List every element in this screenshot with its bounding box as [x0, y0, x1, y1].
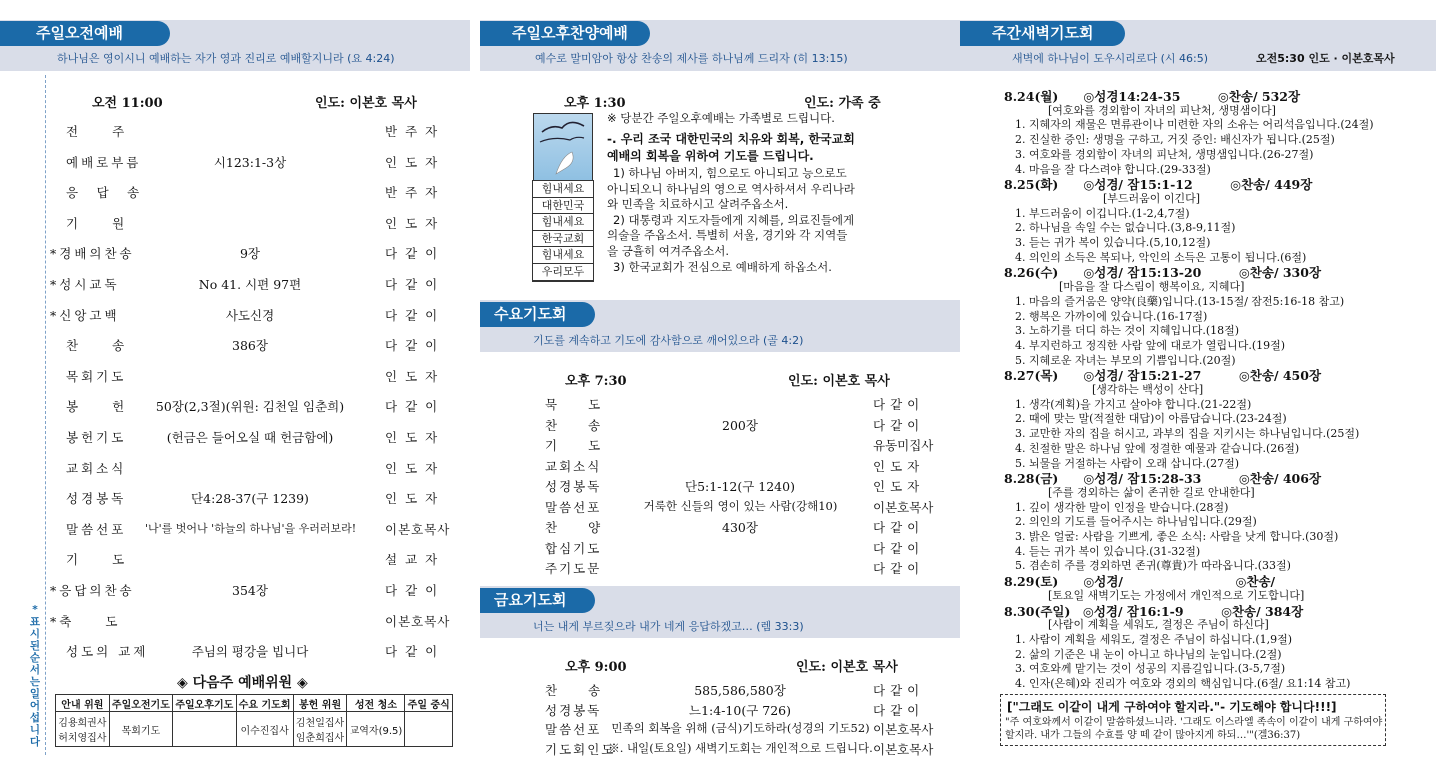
order-label: 전 주: [66, 124, 128, 139]
service-row: [480, 416, 960, 434]
table-cell: [405, 712, 453, 747]
order-label: 찬 송: [66, 338, 128, 354]
order-row: [0, 520, 470, 540]
service-detail: ※. 내일(토요일) 새벽기도회는 개인적으로 드립니다.: [608, 740, 873, 755]
schedule-line: 1. 사람이 계획을 세워도, 결정은 주님이 하십니다.(1,9절): [1004, 632, 1293, 646]
service-detail: 거룩한 신들의 영이 있는 사람(강해10): [643, 498, 838, 513]
cheer-word: 힘내세요: [533, 214, 593, 231]
service-row: [480, 436, 960, 454]
service-row: [480, 539, 960, 557]
service-label: 찬 송: [545, 683, 603, 698]
service-label: 기 도: [545, 438, 603, 453]
service-label: 합심기도: [545, 540, 602, 556]
service-row: [480, 477, 960, 495]
order-detail: '나'를 벗어나 '하늘의 하나님'을 우러러보라!: [145, 521, 357, 535]
schedule-line: 4. 부지런하고 정직한 사람 앞에 대로가 열립니다.(19절): [1004, 338, 1286, 352]
order-row: [0, 428, 470, 448]
order-person: 이본호목사: [385, 613, 451, 629]
cheer-word: 대한민국: [533, 198, 593, 215]
order-row: [0, 642, 470, 662]
order-label: *신앙고백: [50, 307, 120, 323]
table-header-cell: 주일 중식: [405, 695, 453, 712]
service-time: 오전 11:00: [92, 96, 163, 111]
day-heading: 8.29(토) ◎성경/ ◎찬송/: [1004, 574, 1276, 590]
service-leader: 인도: 이본호 목사: [315, 96, 417, 111]
schedule-line: 4. 인자(은혜)와 진리가 여호와 경외의 핵심입니다.(6절/ 요1:14 참고): [1004, 677, 1351, 690]
order-detail: (헌금은 들어오실 때 헌금함에): [166, 430, 334, 445]
tab-wrap: [960, 21, 1130, 46]
service-person: 다같이: [873, 520, 925, 535]
service-person: 이본호목사: [873, 741, 934, 757]
service-row: [480, 701, 960, 719]
tab-sunday-afternoon: 주일오후찬양예배: [480, 21, 650, 46]
service-person: 이본호목사: [873, 722, 934, 737]
wed-leader: 인도: 이본호 목사: [788, 374, 890, 389]
table-cell: 이수진집사: [236, 712, 293, 747]
tab-sunday-morning: 주일오전예배: [0, 21, 170, 46]
wed-time: 오후 7:30: [565, 374, 627, 389]
verse-line: 새벽에 하나님이 도우시리로다 (시 46:5): [1012, 52, 1209, 65]
order-row: [0, 153, 470, 173]
order-detail: 9장: [239, 246, 261, 262]
schedule-line: 4. 마음을 잘 다스려야 합니다.(29-33절): [1004, 162, 1211, 176]
prayer-list: [607, 166, 857, 275]
order-label: 응 답 송: [66, 185, 143, 201]
order-person: 인도자: [385, 368, 446, 384]
order-person: 반주자: [385, 124, 446, 139]
tab-friday: 금요기도회: [480, 588, 595, 613]
order-row: [0, 367, 470, 387]
service-label: 성경봉독: [545, 479, 602, 494]
standing-note: *표시된 순서는 일어섭니다: [29, 604, 41, 748]
service-label: 말씀선포: [545, 499, 602, 515]
order-person: 다같이: [385, 277, 446, 292]
order-row: [0, 122, 470, 142]
order-detail: 주님의 평강을 빕니다: [191, 644, 309, 660]
order-row: [0, 550, 470, 570]
order-person: 인도자: [385, 215, 446, 231]
order-label: 말씀선포: [66, 521, 127, 537]
order-label: 교회소식: [66, 460, 127, 476]
order-person: 인도자: [385, 491, 446, 507]
table-cell: 김용희권사 허치영집사: [56, 712, 110, 747]
service-detail: 민족의 회복을 위해 (금식)기도하라(성경의 기도52): [611, 721, 870, 735]
order-row: [0, 336, 470, 356]
fri-leader: 인도: 이본호 목사: [796, 660, 898, 675]
order-detail: 386장: [232, 338, 268, 354]
service-person: 다같이: [873, 683, 925, 698]
service-label: 말씀선포: [545, 722, 602, 737]
schedule-line: 1. 지혜자의 재물은 면류관이나 미련한 자의 소유는 어리석음입니다.(24절): [1004, 118, 1374, 132]
service-person: 다같이: [873, 540, 925, 556]
callout-title: ["그래도 이같이 내게 구하여야 할지라."- 기도해야 합니다!!!]: [1007, 700, 1337, 714]
order-detail: 사도신경: [225, 307, 275, 323]
order-person: 다같이: [385, 338, 446, 354]
service-row: [480, 740, 960, 758]
schedule-line: 2. 진실한 증인: 생명을 구하고, 거짓 증인: 배신자가 됩니다.(25절): [1004, 133, 1335, 147]
schedule-line: 1. 부드러움이 이깁니다.(1-2,4,7절): [1004, 206, 1190, 220]
order-person: 설교자: [385, 552, 446, 568]
prayer-callout: [1000, 694, 1386, 746]
order-detail: 354장: [232, 583, 268, 598]
service-row: [480, 395, 960, 413]
order-row: [0, 183, 470, 203]
prayer-item: 2) 대통령과 지도자들에게 지혜를, 의료진들에게 의술을 주옵소서. 특별히 서울, 경기와 각 지역들을 긍휼히 여겨주옵소서.: [607, 212, 855, 258]
schedule-line: 3. 여호와께 맡기는 것이 성공의 지름길입니다.(3-5,7절): [1004, 662, 1286, 676]
order-detail: No 41. 시편 97편: [198, 277, 302, 292]
schedule-line: [토요일 새벽기도는 가정에서 개인적으로 기도합니다]: [1004, 588, 1305, 602]
prayer-item: 3) 한국교회가 전심으로 예배하게 하옵소서.: [613, 259, 832, 274]
next-week-table: [55, 694, 453, 747]
schedule-line: [부드러움이 이긴다]: [1004, 191, 1201, 205]
table-cell: 김천일집사 임춘희집사: [293, 712, 347, 747]
service-row: [480, 518, 960, 536]
order-person: 다같이: [385, 246, 446, 262]
day-heading: 8.25(화) ◎성경/ 잠15:1-12 ◎찬송/ 449장: [1004, 177, 1313, 193]
service-label: 교회소식: [545, 458, 602, 474]
prayer-title: -. 우리 조국 대한민국의 치유와 회복, 한국교회 예배의 회복을 위하여 기도를 드립니다.: [607, 132, 855, 163]
day-heading: 8.30(주일) ◎성경/ 잠16:1-9 ◎찬송/ 384장: [1004, 603, 1304, 619]
service-label: 성경봉독: [545, 702, 602, 718]
schedule-line: 4. 친절한 말은 하나님 앞에 정결한 예물과 같습니다.(26절): [1004, 441, 1300, 455]
order-row: [0, 244, 470, 264]
verse-line: 하나님은 영이시니 예배하는 자가 영과 진리로 예배할지니라 (요 4:24): [57, 52, 395, 65]
schedule-line: 5. 지혜로운 자녀는 부모의 기쁨입니다.(20절): [1004, 353, 1236, 367]
service-person: 다같이: [873, 702, 925, 718]
table-header-cell: 수요 기도회: [236, 695, 293, 712]
order-label: *성시교독: [50, 277, 120, 292]
service-detail: 585,586,580장: [694, 683, 786, 698]
order-detail: 50장(2,3절)(위원: 김천일 임춘희): [155, 399, 345, 415]
service-label: 기도회인도: [545, 741, 616, 757]
table-cell: 목회기도: [109, 712, 172, 747]
dawn-time: 오전5:30 인도 · 이본호목사: [1256, 52, 1395, 65]
order-person: 인도자: [385, 430, 446, 445]
next-week-title: ◈ 다음주 예배위원 ◈: [177, 675, 308, 691]
service-row: [480, 720, 960, 738]
service-row: [480, 559, 960, 577]
order-person: 인도자: [385, 154, 446, 170]
day-heading: 8.27(목) ◎성경/ 잠15:21-27 ◎찬송/ 450장: [1004, 368, 1322, 384]
order-label: 목회기도: [66, 368, 127, 384]
service-time: 오후 1:30: [564, 96, 626, 111]
hope-illustration: [533, 113, 593, 181]
day-heading: 8.28(금) ◎성경/ 잠15:28-33 ◎찬송/ 406장: [1004, 471, 1322, 487]
dawn-prayer-column: [960, 0, 1436, 775]
order-row: [0, 581, 470, 601]
order-label: 성경봉독: [66, 491, 127, 507]
order-label: 봉헌기도: [66, 430, 127, 445]
schedule-line: [사람이 계획을 세워도, 결정은 주님이 하신다]: [1004, 618, 1269, 632]
order-person: 이본호목사: [385, 521, 451, 537]
verse-line: 예수로 말미암아 항상 찬송의 제사를 하나님께 드리자 (히 13:15): [535, 52, 848, 65]
cheer-word: 한국교회: [533, 231, 593, 248]
service-person: 다같이: [873, 561, 925, 576]
order-person: 인도자: [385, 460, 446, 476]
service-person: 유동미집사: [873, 438, 934, 453]
day-heading: 8.24(월) ◎성경14:24-35 ◎찬송/ 532장: [1004, 89, 1301, 104]
tab-wrap: [480, 21, 650, 46]
schedule-line: 3. 듣는 귀가 복이 있습니다.(5,10,12절): [1004, 236, 1211, 249]
dove-icon: [534, 114, 592, 180]
prayer-item: 1) 하나님 아버지, 힘으로도 아니되고 능으로도 아니되오니 하나님의 영으로 역사하셔서 우리나라와 민족을 치료하시고 살려주옵소서.: [607, 166, 855, 212]
day-heading: 8.26(수) ◎성경/ 잠15:13-20 ◎찬송/ 330장: [1004, 265, 1322, 281]
verse-line: 너는 내게 부르짖으라 내가 네게 응답하겠고… (렘 33:3): [533, 620, 804, 633]
schedule-line: 4. 듣는 귀가 복이 있습니다.(31-32절): [1004, 544, 1201, 558]
table-header-cell: 주일오전기도: [109, 695, 172, 712]
tab-wrap: [0, 21, 170, 46]
service-detail: 느1:4-10(구 726): [689, 702, 791, 718]
table-row: [56, 712, 453, 747]
order-label: 성도의 교제: [66, 644, 149, 660]
order-row: [0, 612, 470, 632]
service-label: 주기도문: [545, 561, 602, 576]
table-header-row: [56, 695, 453, 712]
table-cell: [173, 712, 236, 747]
schedule-line: 2. 의인의 기도를 들어주시는 하나님입니다.(29절): [1004, 515, 1257, 529]
schedule-line: 3. 여호와를 경외함이 자녀의 피난처, 생명샘입니다.(26-27절): [1004, 147, 1314, 161]
order-label: 기 원: [66, 215, 128, 231]
fri-time: 오후 9:00: [565, 660, 627, 675]
service-person: 인도자: [873, 458, 925, 474]
order-row: [0, 214, 470, 234]
service-person: 다같이: [873, 397, 925, 412]
cheer-box: [532, 180, 594, 282]
order-person: 반주자: [385, 185, 446, 201]
order-row: [0, 275, 470, 295]
order-person: 다같이: [385, 399, 446, 415]
order-label: 봉 헌: [66, 399, 128, 415]
table-header-cell: 봉헌 위원: [293, 695, 347, 712]
table-header-cell: 주일오후기도: [173, 695, 236, 712]
schedule-line: 5. 뇌물을 거절하는 사람이 오래 삽니다.(27절): [1004, 456, 1240, 470]
schedule-line: 3. 밝은 얼굴: 사람을 기쁘게, 좋은 소식: 사람을 낫게 합니다.(30절): [1004, 530, 1339, 543]
service-row: [480, 498, 960, 516]
order-detail: 단4:28-37(구 1239): [191, 491, 309, 507]
verse-line: 기도를 계속하고 기도에 감사함으로 깨어있으라 (골 4:2): [533, 334, 804, 347]
schedule-line: 2. 때에 맞는 말(적절한 대답)이 아름답습니다.(23-24절): [1004, 412, 1287, 426]
order-label: *축 도: [50, 613, 121, 629]
service-label: 찬 양: [545, 520, 603, 535]
sunday-morning-column: [0, 0, 470, 775]
order-detail: 시123:1-3상: [213, 154, 287, 170]
schedule-line: 1. 마음의 즐거움은 양약(良藥)입니다.(13-15절/ 잠전5:16-18 참고): [1004, 294, 1345, 308]
order-person: 다같이: [385, 307, 446, 323]
service-detail: 단5:1-12(구 1240): [685, 479, 795, 494]
schedule-line: 2. 하나님을 속일 수는 없습니다.(3,8-9,11절): [1004, 221, 1236, 235]
schedule-line: [여호와를 경외함이 자녀의 피난처, 생명샘이다]: [1004, 103, 1276, 117]
order-label: *응답의찬송: [50, 583, 135, 598]
schedule-line: [마음을 잘 다스림이 행복이요, 지혜다]: [1004, 280, 1245, 294]
order-label: 기 도: [66, 552, 128, 568]
tab-wednesday: 수요기도회: [480, 302, 595, 327]
service-detail: 430장: [722, 520, 758, 535]
schedule-line: 2. 행복은 가까이에 있습니다.(16-17절): [1004, 309, 1208, 323]
service-label: 찬 송: [545, 417, 603, 433]
service-row: [480, 681, 960, 699]
order-row: [0, 306, 470, 326]
order-row: [0, 459, 470, 479]
schedule-line: 3. 교만한 자의 집을 허시고, 과부의 집을 지키시는 하나님입니다.(25절): [1004, 427, 1360, 441]
order-label: *경배의찬송: [50, 246, 135, 262]
table-cell: 교역자(9.5): [347, 712, 405, 747]
service-person: 다같이: [873, 417, 925, 433]
schedule-line: [주를 경외하는 삶이 존귀한 길로 안내한다]: [1004, 485, 1255, 499]
service-detail: 200장: [722, 417, 758, 433]
cheer-word: 힘내세요: [533, 181, 593, 198]
order-label: 예배로부름: [66, 154, 142, 170]
schedule-line: 1. 깊이 생각한 말이 인정을 받습니다.(28절): [1004, 500, 1229, 514]
table-header-cell: 성전 청소: [347, 695, 405, 712]
schedule-line: 1. 생각(계획)을 가지고 살아야 합니다.(21-22절): [1004, 397, 1252, 411]
order-row: [0, 397, 470, 417]
order-person: 다같이: [385, 583, 446, 598]
schedule-line: 2. 삶의 기준은 내 눈이 아니고 하나님의 눈입니다.(2절): [1004, 647, 1282, 661]
callout-body: "주 여호와께서 이같이 말씀하셨느니라. '그래도 이스라엘 족속이 이같이 내게 구하여야 할지라. 내가 그들의 수효를 양 떼 같이 많아지게 하되…'"(겔36:37): [1005, 717, 1383, 741]
schedule-line: 3. 노하기를 더디 하는 것이 지혜입니다.(18절): [1004, 324, 1240, 338]
cheer-word: 힘내세요: [533, 247, 593, 264]
schedule-line: [생각하는 백성이 산다]: [1004, 383, 1204, 396]
order-row: [0, 489, 470, 509]
service-label: 묵 도: [545, 397, 603, 412]
afternoon-note: ※ 당분간 주일오후예배는 가족별로 드립니다.: [607, 111, 835, 125]
schedule-line: 5. 겸손히 주를 경외하면 존귀(尊貴)가 따라옵니다.(33절): [1004, 559, 1291, 573]
cheer-word: 우리모두: [533, 264, 593, 281]
schedule-line: 4. 의인의 소득은 복되나, 악인의 소득은 고통이 됩니다.(6절): [1004, 250, 1307, 264]
service-leader: 인도: 가족 중: [804, 96, 881, 111]
order-person: 다같이: [385, 644, 446, 660]
table-header-cell: 안내 위원: [56, 695, 110, 712]
service-row: [480, 457, 960, 475]
service-person: 인도자: [873, 479, 925, 494]
tab-dawn-prayer: 주간새벽기도회: [960, 21, 1125, 46]
service-person: 이본호목사: [873, 499, 934, 515]
